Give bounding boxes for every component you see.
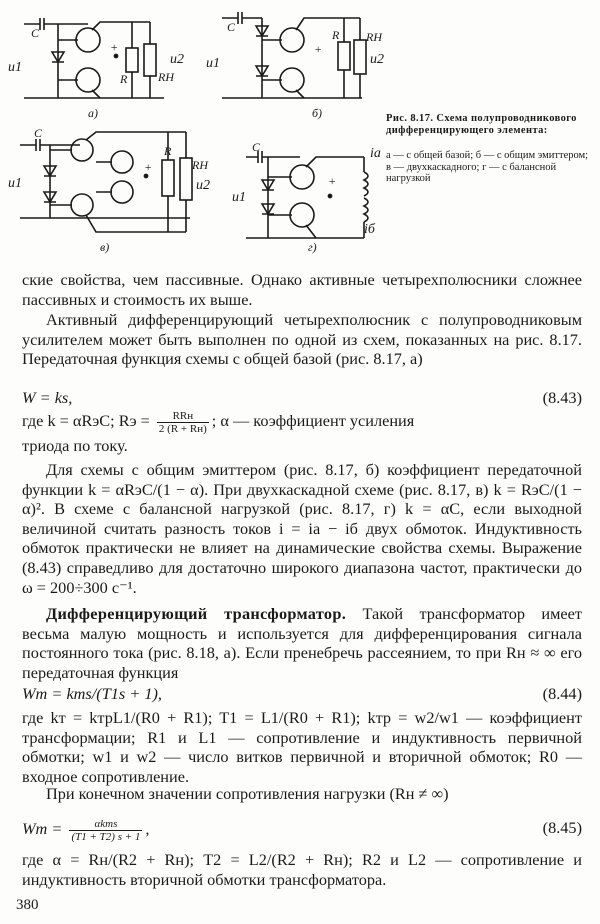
eq845-lhs: Wт = <box>22 819 63 839</box>
label-RH-b: RН <box>366 30 382 44</box>
equation-8-43-where <box>22 410 582 434</box>
paragraph-4-block <box>22 604 582 682</box>
panel-label-v: в) <box>100 240 110 254</box>
paragraph-4: Такой трансформатор имеет весьма малую мощность и используется для дифференцирования сигнала постоянного тока (рис. 8.18, а). Если пренебречь рассеянием, то при Rн ≈ ∞ его передаточная функция <box>22 604 582 682</box>
label-ib-g: iб <box>364 222 375 237</box>
label-RH-v: RН <box>192 158 208 172</box>
label-u1-a: u1 <box>8 60 22 75</box>
figure-caption-title: Рис. 8.17. Схема полупроводникового дифференцирующего элемента: <box>386 113 577 136</box>
label-C-b: C <box>227 20 236 34</box>
label-C-g: C <box>252 140 261 154</box>
eq845-fraction <box>69 818 142 843</box>
equation-8-45 <box>22 810 582 844</box>
label-C-a: C <box>31 26 40 40</box>
label-C-v: C <box>34 126 43 140</box>
label-plus-a: + <box>110 40 119 54</box>
label-u2-v: u2 <box>196 178 210 193</box>
equation-8-45-expr <box>22 818 150 843</box>
eq845-frac-num: αkтs <box>69 818 142 831</box>
label-u2-a: u2 <box>170 52 184 67</box>
equation-8-45-number: (8.45) <box>542 818 582 837</box>
label-R-a: R <box>120 72 128 86</box>
paragraph-2: Активный дифференцирующий четырехполюсник с полупроводниковым усилителем может быть выполнен по одной из схем, показанных на рис. 8.17. Передаточная функция схемы с общей базой (рис. 8.17, а) <box>22 310 582 369</box>
eq845-frac-den: (T1 + T2) s + 1 <box>71 831 141 843</box>
label-R-v: R <box>164 144 172 158</box>
label-R-b: R <box>332 28 340 42</box>
eq843-fraction <box>157 410 209 435</box>
panel-label-g: г) <box>308 240 317 254</box>
label-RH-a: RН <box>158 70 174 84</box>
eq843-frac-num: RRн <box>157 410 209 423</box>
panel-label-b: б) <box>312 106 323 120</box>
label-plus-g: + <box>328 174 337 188</box>
equation-8-44-number: (8.44) <box>542 684 582 703</box>
paragraph-5: где kт = kтрL1/(R0 + R1); T1 = L1/(R0 + R1); kтр = w2/w1 — коэффициент трансформации; R1 и L1 — сопротивление и индуктивность первичной обмотки; w1 и w2 — число витков первичной и вторичной обмоток; R0 — входное сопротивление. <box>22 708 582 786</box>
eq843-where-b: ; α — коэффициент усиления <box>211 411 415 431</box>
eq843-frac-den: 2 (R + Rн) <box>158 423 207 435</box>
label-u2-b: u2 <box>370 52 384 67</box>
equation-8-43-number: (8.43) <box>542 388 582 407</box>
eq845-tail: , <box>145 819 150 839</box>
page-number: 380 <box>16 897 39 913</box>
panel-label-a: а) <box>88 106 98 120</box>
label-plus-b: + <box>314 42 323 56</box>
label-u1-v: u1 <box>8 176 22 191</box>
eq843-where-c: триода по току. <box>22 436 128 455</box>
figure-caption-body: а — с общей базой; б — с общим эмиттером; в — двухкаскадного; г — с балансной нагрузкой <box>386 150 589 184</box>
section-title: Дифференцирующий трансформатор. <box>46 604 347 623</box>
paragraph-7: где α = Rн/(R2 + Rн); T2 = L2/(R2 + Rн); R2 и L2 — сопротивление и индуктивность вторичной обмотки трансформатора. <box>22 850 582 889</box>
equation-8-43-expr: W = ks, <box>22 388 73 407</box>
label-plus-v: + <box>144 160 153 174</box>
eq843-where-a: где k = αRэC; Rэ = <box>22 411 150 431</box>
equation-8-43 <box>22 388 582 408</box>
label-u1-g: u1 <box>232 190 246 205</box>
paragraph-3: Для схемы с общим эмиттером (рис. 8.17, б) коэффициент передаточной функции k = αRэC/(1 − α). При двухкаскадной схеме (рис. 8.17, в) k = RэC/(1 − α)². В схеме с балансной нагрузкой (рис. 8.17, г) k = αC, если выходной величиной считать разность токов i = iа − iб двух обмоток. Индуктивность обмоток практически не влияет на динамические свойства схемы. Выражение (8.43) справедливо для достаточно широкого диапазона частот, практически до ω = 200÷300 с⁻¹. <box>22 460 582 597</box>
equation-8-44-expr: Wт = kтs/(T1s + 1), <box>22 684 163 703</box>
label-ia-g: iа <box>370 146 381 161</box>
equation-8-44 <box>22 684 582 704</box>
paragraph-1: ские свойства, чем пассивные. Однако активные четырехполюсники сложнее пассивных и стоимость их выше. <box>22 270 582 309</box>
paragraph-6: При конечном значении сопротивления нагрузки (Rн ≠ ∞) <box>46 784 449 803</box>
label-u1-b: u1 <box>206 56 220 71</box>
